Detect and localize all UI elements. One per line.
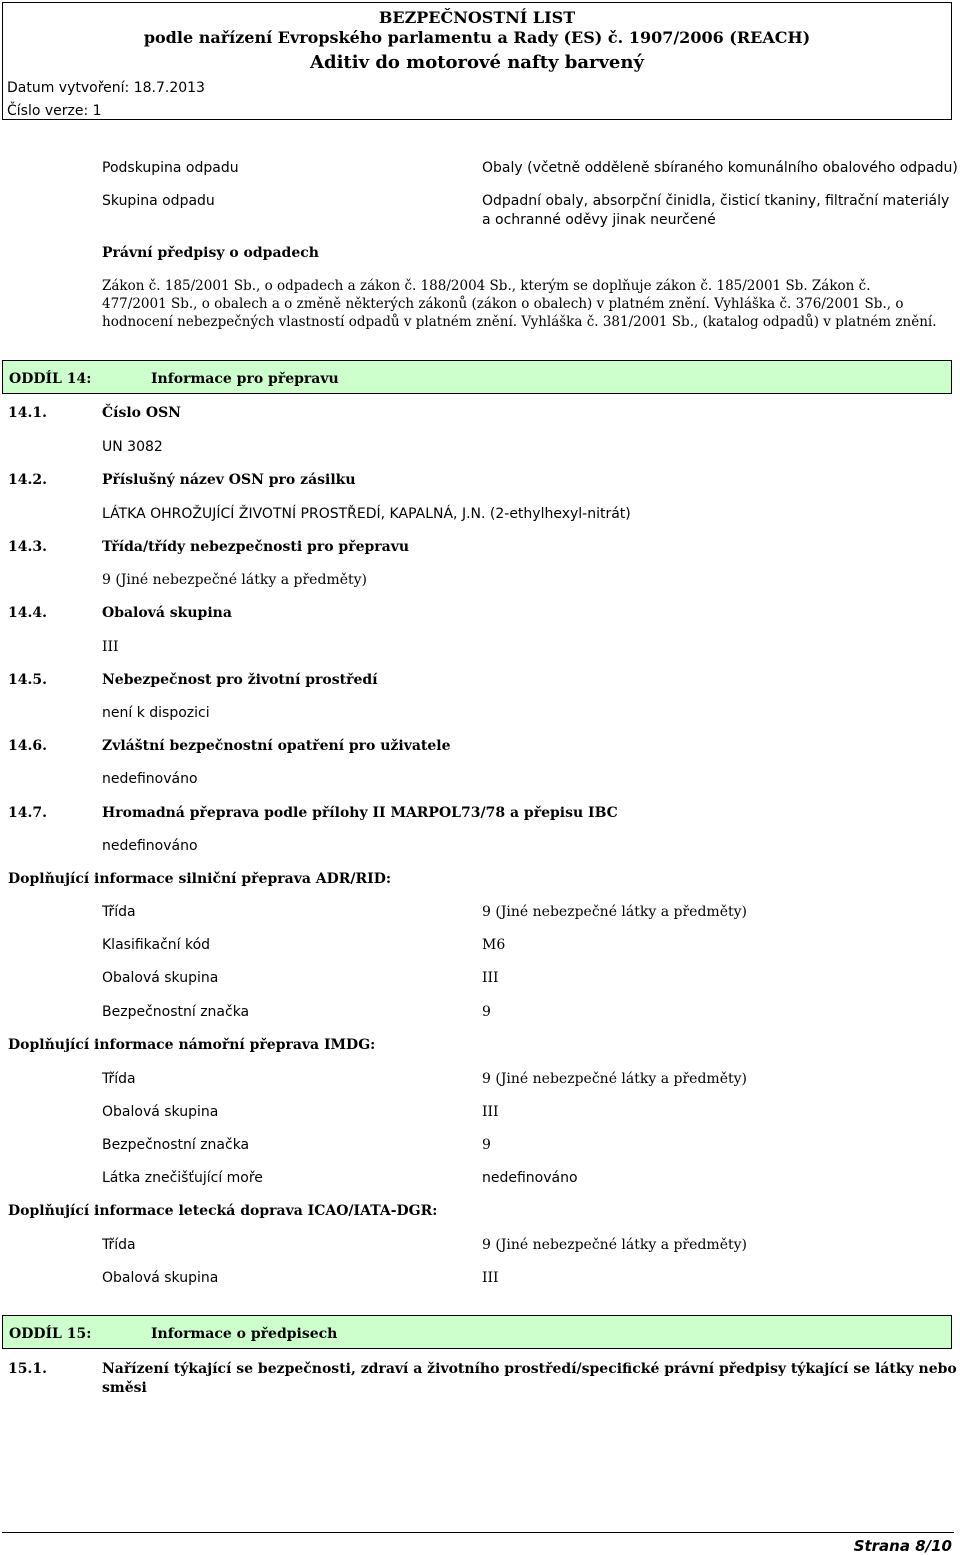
adr-row-label: Třída	[102, 904, 136, 920]
item-14-2-value: LÁTKA OHROŽUJÍCÍ ŽIVOTNÍ PROSTŘEDÍ, KAPALNÁ, J.N. (2-ethylhexyl-nitrát)	[102, 506, 631, 522]
legal-text-line1: Zákon č. 185/2001 Sb., o odpadech a zákon č. 188/2004 Sb., kterým se doplňuje zákon č. 185/2001 Sb. Zákon č.	[102, 278, 871, 294]
item-14-4-number: 14.4.	[8, 605, 47, 621]
adr-row-value: 9	[482, 1004, 491, 1020]
waste-subgroup-label: Podskupina odpadu	[102, 160, 239, 176]
section-14-number: ODDÍL 14:	[9, 371, 92, 387]
section-15-header	[2, 1315, 952, 1349]
item-14-2-number: 14.2.	[8, 472, 47, 488]
item-14-1-heading: Číslo OSN	[102, 405, 181, 421]
item-15-1-heading-line2: směsi	[102, 1380, 147, 1396]
section-15-title: Informace o předpisech	[151, 1326, 338, 1342]
imdg-row-label: Obalová skupina	[102, 1104, 219, 1120]
adr-row-label: Bezpečnostní značka	[102, 1004, 250, 1020]
icao-row-value: III	[482, 1270, 499, 1286]
section-14-title: Informace pro přepravu	[151, 371, 339, 387]
waste-group-label: Skupina odpadu	[102, 193, 215, 209]
document-header	[2, 2, 952, 120]
adr-row-value: 9 (Jiné nebezpečné látky a předměty)	[482, 904, 747, 920]
item-15-1-heading-line1: Nařízení týkající se bezpečnosti, zdraví a životního prostředí/specifické právní předpisy týkající se látky nebo	[102, 1361, 957, 1377]
item-14-1-number: 14.1.	[8, 405, 47, 421]
item-14-1-value: UN 3082	[102, 439, 163, 455]
legal-text-line2: 477/2001 Sb., o obalech a o změně některých zákonů (zákon o obalech) v platném znění. Vyhláška č. 376/2001 Sb., o	[102, 296, 904, 312]
product-name: Aditiv do motorové nafty barvený	[310, 52, 644, 73]
section-15-number: ODDÍL 15:	[9, 1326, 92, 1342]
imdg-row-label: Třída	[102, 1071, 136, 1087]
item-14-7-heading: Hromadná přeprava podle přílohy II MARPOL73/78 a přepisu IBC	[102, 805, 618, 821]
imdg-row-value: III	[482, 1104, 499, 1120]
adr-heading: Doplňující informace silniční přeprava ADR/RID:	[8, 871, 392, 887]
item-14-3-number: 14.3.	[8, 539, 47, 555]
version-number: Číslo verze: 1	[7, 103, 102, 119]
icao-heading: Doplňující informace letecká doprava ICAO/IATA-DGR:	[8, 1203, 438, 1219]
adr-row-value: M6	[482, 937, 506, 953]
icao-row-label: Obalová skupina	[102, 1270, 219, 1286]
item-14-5-heading: Nebezpečnost pro životní prostředí	[102, 672, 378, 688]
item-15-1-number: 15.1.	[8, 1361, 47, 1377]
item-14-6-heading: Zvláštní bezpečnostní opatření pro uživatele	[102, 738, 451, 754]
item-14-7-value: nedefinováno	[102, 838, 198, 854]
section-14-header	[2, 360, 952, 394]
legal-text-line3: hodnocení nebezpečných vlastností odpadů v platném znění. Vyhláška č. 381/2001 Sb., (katalog odpadů) v platném znění.	[102, 314, 937, 330]
footer-divider	[2, 1532, 954, 1533]
item-14-2-heading: Příslušný název OSN pro zásilku	[102, 472, 356, 488]
item-14-4-heading: Obalová skupina	[102, 605, 232, 621]
imdg-row-value: 9 (Jiné nebezpečné látky a předměty)	[482, 1071, 747, 1087]
imdg-row-label: Látka znečišťující moře	[102, 1170, 263, 1186]
adr-row-label: Klasifikační kód	[102, 937, 211, 953]
item-14-7-number: 14.7.	[8, 805, 47, 821]
page-number: Strana 8/10	[853, 1537, 952, 1555]
icao-row-value: 9 (Jiné nebezpečné látky a předměty)	[482, 1237, 747, 1253]
item-14-6-number: 14.6.	[8, 738, 47, 754]
waste-group-value-line2: a ochranné oděvy jinak neurčené	[482, 212, 716, 228]
item-14-5-number: 14.5.	[8, 672, 47, 688]
icao-row-label: Třída	[102, 1237, 136, 1253]
item-14-3-value: 9 (Jiné nebezpečné látky a předměty)	[102, 572, 367, 588]
imdg-heading: Doplňující informace námořní přeprava IMDG:	[8, 1037, 376, 1053]
adr-row-value: III	[482, 970, 499, 986]
imdg-row-label: Bezpečnostní značka	[102, 1137, 250, 1153]
regulation-reference: podle nařízení Evropského parlamentu a Rady (ES) č. 1907/2006 (REACH)	[143, 28, 811, 47]
document-title: BEZPEČNOSTNÍ LIST	[378, 8, 576, 27]
waste-subgroup-value: Obaly (včetně odděleně sbíraného komunálního obalového odpadu)	[482, 160, 958, 176]
item-14-6-value: nedefinováno	[102, 771, 198, 787]
adr-row-label: Obalová skupina	[102, 970, 219, 986]
item-14-5-value: není k dispozici	[102, 705, 210, 721]
waste-group-value-line1: Odpadní obaly, absorpční činidla, čisticí tkaniny, filtrační materiály	[482, 193, 950, 209]
created-date: Datum vytvoření: 18.7.2013	[7, 80, 205, 96]
item-14-3-heading: Třída/třídy nebezpečnosti pro přepravu	[102, 539, 410, 555]
imdg-row-value: nedefinováno	[482, 1170, 578, 1186]
legal-heading: Právní předpisy o odpadech	[102, 245, 319, 261]
imdg-row-value: 9	[482, 1137, 491, 1153]
item-14-4-value: III	[102, 639, 119, 655]
